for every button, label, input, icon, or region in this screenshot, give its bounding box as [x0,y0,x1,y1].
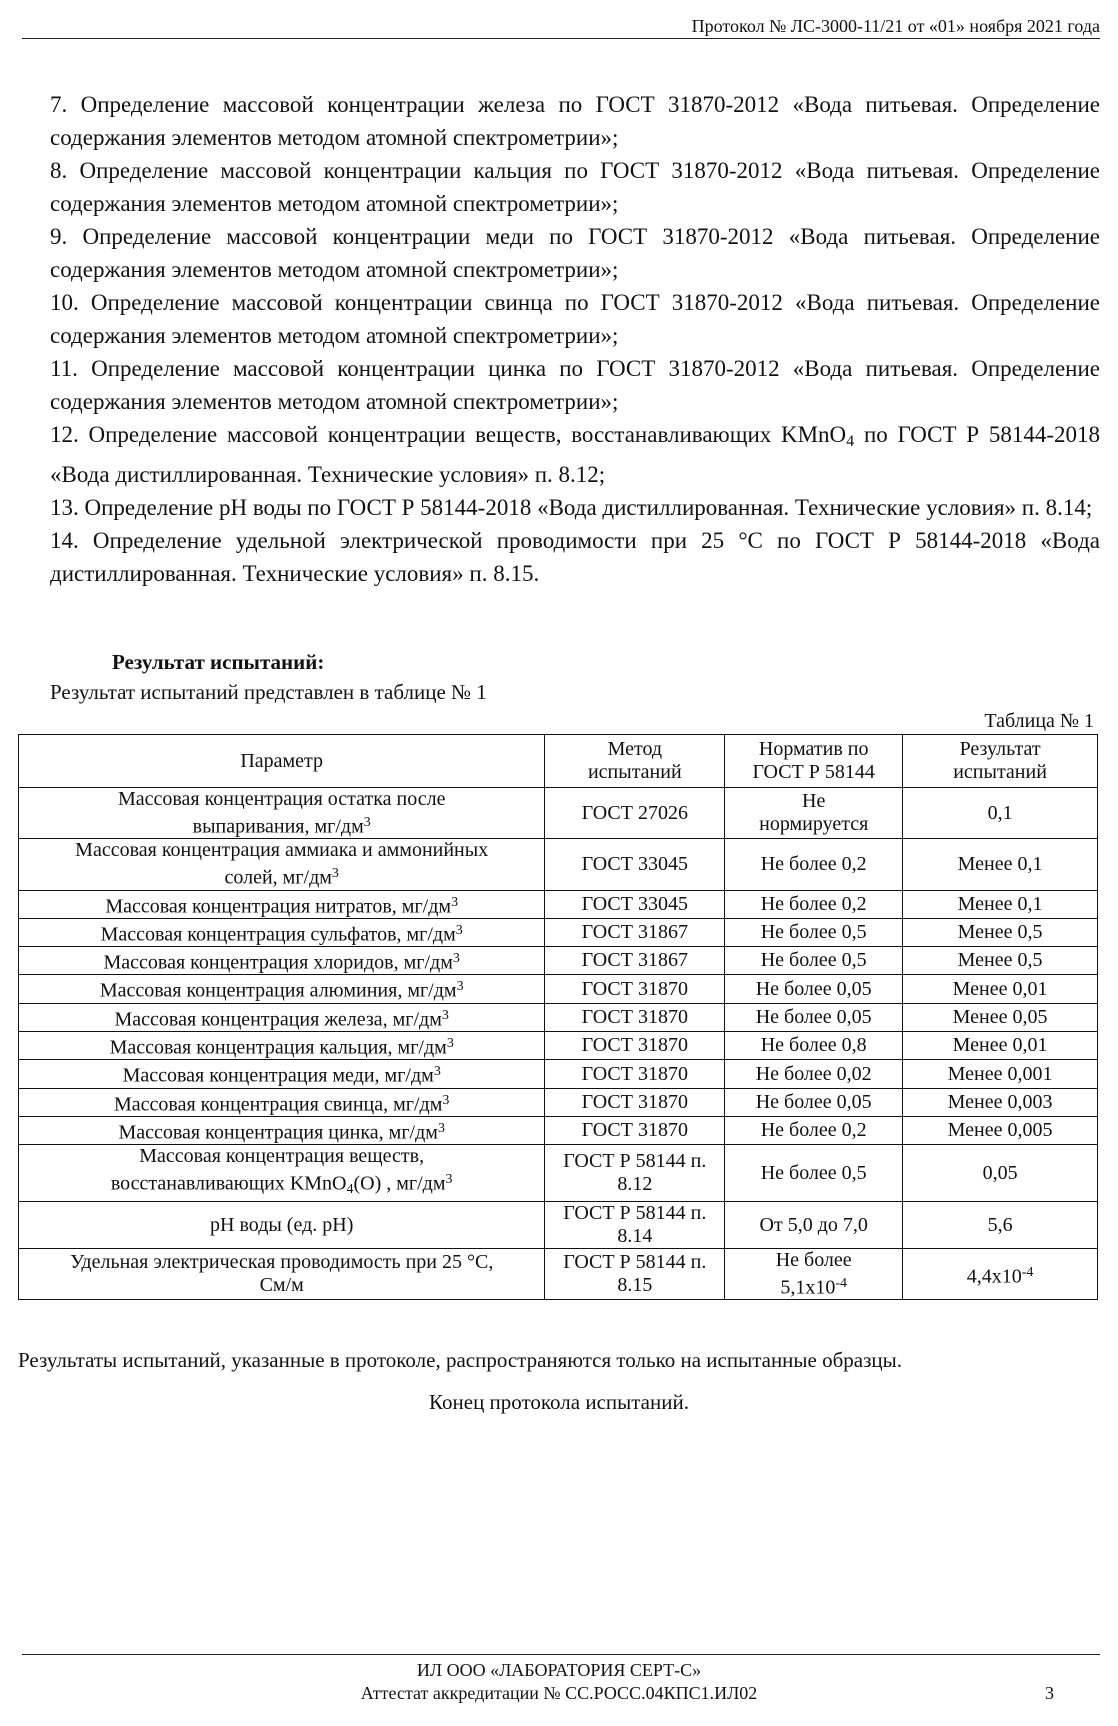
method-item-8: 8. Определение массовой концентрации кальция по ГОСТ 31870-2012 «Вода питьевая. Определение содержания элементов методом атомной спектрометрии»; [50,158,1100,216]
table-row [19,1003,1098,1031]
table-row [19,1088,1098,1116]
column-header-norm: Норматив по ГОСТ Р 58144 [725,735,903,788]
column-header-result: Результат испытаний [903,735,1098,788]
norm-cell-text: Не более 0,02 [755,1062,872,1085]
method-item-12 [50,418,1100,491]
norm-line: Не более [775,1249,852,1272]
unit-superscript: 3 [437,1120,445,1136]
result-cell-text: 0,1 [987,801,1013,824]
method-cell-text: ГОСТ 31867 [581,921,688,944]
table-row [19,947,1098,975]
norm-cell: От 5,0 до 7,0 [725,1202,903,1249]
method-cell-text: ГОСТ 33045 [581,892,688,915]
table-caption: Таблица № 1 [984,710,1094,732]
column-header-method: Метод испытаний [545,735,725,788]
parameter-cell-text: Массовая концентрация свинца, мг/дм [114,1092,443,1115]
result-cell [903,918,1098,946]
page-number: 3 [1045,1683,1054,1703]
parameter-cell [19,1060,545,1088]
unit-superscript: 3 [441,1007,449,1023]
parameter-cell-text: Массовая концентрация цинка, мг/дм [118,1121,438,1144]
norm-cell [725,1032,903,1060]
table-row [19,975,1098,1003]
parameter-cell-text: Массовая концентрация алюминия, мг/дм [99,979,457,1002]
results-scope-note: Результаты испытаний, указанные в протоколе, распространяются только на испытанные образцы. [18,1348,902,1372]
results-heading: Результат испытаний: [112,650,325,674]
methods-list [50,88,1100,590]
method-item-10: 10. Определение массовой концентрации свинца по ГОСТ 31870-2012 «Вода питьевая. Определение содержания элементов методом атомной спектрометрии»; [50,290,1100,348]
result-cell-text: Менее 0,01 [952,977,1048,1000]
method-cell-text: ГОСТ 33045 [581,852,688,875]
method-cell [545,1060,725,1088]
norm-cell: Не более 0,5 [725,1145,903,1202]
parameter-cell [19,947,545,975]
parameter-line: Массовая концентрация веществ, [139,1145,425,1168]
norm-cell [725,890,903,918]
footer-divider [22,1654,1100,1655]
method-cell [545,1088,725,1116]
footer-organization: ИЛ ООО «ЛАБОРАТОРИЯ СЕРТ-С» [416,1660,702,1680]
parameter-subscript: 4 [346,1182,354,1198]
parameter-cell-text: Массовая концентрация железа, мг/дм [114,1008,442,1031]
unit-superscript: 3 [451,894,459,910]
result-cell: 5,6 [903,1202,1098,1249]
table-row [19,890,1098,918]
result-cell-text: Менее 0,003 [947,1090,1053,1113]
result-value: 4,4x10 [966,1264,1022,1287]
norm-cell-text: Не более 0,5 [760,921,867,944]
norm-cell-text: Не более 0,2 [760,1119,867,1142]
unit-superscript: 3 [433,1064,441,1080]
parameter-cell [19,1116,545,1144]
result-cell-text: Менее 0,001 [947,1062,1053,1085]
result-cell-text: Менее 0,05 [952,1005,1048,1028]
table-row [19,788,1098,839]
norm-cell [725,839,903,890]
method-cell: ГОСТ Р 58144 п. 8.14 [545,1202,725,1249]
method-cell-text: ГОСТ 31870 [581,1005,688,1028]
result-cell [903,890,1098,918]
table-row-kmno4 [19,1145,1098,1202]
method-cell-text: ГОСТ 31870 [581,1034,688,1057]
parameter-cell [19,788,545,839]
method-cell-text: ГОСТ 31870 [581,1062,688,1085]
table-row [19,1032,1098,1060]
norm-cell [725,788,903,839]
norm-cell-text: Не более 0,8 [760,1034,867,1057]
column-header-parameter: Параметр [19,735,545,788]
method-cell [545,918,725,946]
method-cell [545,1116,725,1144]
norm-cell [725,1249,903,1300]
unit-superscript: 3 [452,951,460,967]
parameter-cell [19,975,545,1003]
result-cell-text: Менее 0,1 [957,852,1043,875]
parameter-cell: pH воды (ед. pH) [19,1202,545,1249]
norm-cell-text: Не более 0,2 [760,852,867,875]
method-item-9: 9. Определение массовой концентрации меди по ГОСТ 31870-2012 «Вода питьевая. Определение содержания элементов методом атомной спектрометрии»; [50,224,1100,282]
method-cell [545,890,725,918]
method-cell-text: ГОСТ 31870 [581,977,688,1000]
table-row-ph [19,1202,1098,1249]
results-intro: Результат испытаний представлен в таблице № 1 [50,680,487,704]
result-cell-text: Менее 0,1 [957,892,1043,915]
method-cell-text: ГОСТ 31870 [581,1090,688,1113]
unit-superscript: 3 [456,979,464,995]
result-cell [903,788,1098,839]
results-table-body [19,788,1098,1300]
result-cell-text: Менее 0,005 [947,1119,1053,1142]
method-item-14: 14. Определение удельной электрической проводимости при 25 °С по ГОСТ Р 58144-2018 «Вода дистиллированная. Технические условия» п. 8.15. [50,528,1100,587]
parameter-cell-text: Массовая концентрация меди, мг/дм [122,1064,434,1087]
table-row [19,1060,1098,1088]
parameter-cell-text: Массовая концентрация сульфатов, мг/дм [100,923,456,946]
norm-cell-text: Не более 0,5 [760,949,867,972]
result-cell-text: Менее 0,5 [957,949,1043,972]
parameter-superscript: 3 [445,1172,453,1188]
parameter-line: восстанавливающих KMnO [110,1172,347,1195]
method-item-12-text: 12. Определение массовой концентрации веществ, восстанавливающих KMnO [50,422,847,447]
norm-exponent: -4 [835,1276,848,1292]
result-cell [903,1088,1098,1116]
protocol-number: Протокол № ЛС-3000-11/21 от «01» ноября 2021 года [691,16,1100,36]
result-cell [903,975,1098,1003]
norm-cell [725,975,903,1003]
unit-superscript: 3 [331,866,339,882]
unit-superscript: 3 [446,1036,454,1052]
norm-cell [725,918,903,946]
result-cell [903,839,1098,890]
norm-cell [725,947,903,975]
result-cell [903,1060,1098,1088]
results-table [18,734,1098,1300]
parameter-cell [19,1003,545,1031]
result-exponent: -4 [1021,1264,1034,1280]
parameter-cell [19,1145,545,1202]
norm-cell-text: Не нормируется [759,790,869,836]
unit-superscript: 3 [442,1092,450,1108]
parameter-cell-text: Массовая концентрация хлоридов, мг/дм [103,951,453,974]
result-cell [903,1003,1098,1031]
norm-cell [725,1003,903,1031]
method-item-12-text-end: по ГОСТ Р 58144-2018 «Вода дистиллированная. Технические условия» п. 8.12; [50,422,1100,488]
parameter-cell [19,1088,545,1116]
table-row-conductivity [19,1249,1098,1300]
method-cell [545,1032,725,1060]
norm-cell-text: Не более 0,05 [755,1090,872,1113]
method-cell [545,788,725,839]
parameter-line-end: (O) , мг/дм [353,1172,446,1195]
result-cell-text: Менее 0,01 [952,1034,1048,1057]
result-cell-text: Менее 0,5 [957,921,1043,944]
unit-superscript: 3 [455,922,463,938]
result-cell [903,1116,1098,1144]
method-cell-text: ГОСТ 31870 [581,1119,688,1142]
end-of-protocol: Конец протокола испытаний. [429,1390,689,1414]
norm-cell [725,1116,903,1144]
norm-cell [725,1060,903,1088]
table-row [19,1116,1098,1144]
parameter-cell-text: Массовая концентрация кальция, мг/дм [109,1036,447,1059]
parameter-cell-text: Массовая концентрация нитратов, мг/дм [105,894,452,917]
method-item-13: 13. Определение pH воды по ГОСТ Р 58144-2018 «Вода дистиллированная. Технические условия» п. 8.14; [50,495,1093,521]
norm-cell-text: Не более 0,05 [755,977,872,1000]
result-cell [903,1032,1098,1060]
parameter-cell-text: Массовая концентрация аммиака и аммонийных солей, мг/дм [75,839,489,889]
unit-superscript: 3 [363,815,371,830]
method-cell [545,839,725,890]
result-cell: 0,05 [903,1145,1098,1202]
parameter-cell [19,839,545,890]
table-header-row [19,735,1098,788]
method-cell: ГОСТ Р 58144 п. 8.12 [545,1145,725,1202]
parameter-cell [19,918,545,946]
page-header [22,8,1100,39]
method-cell [545,975,725,1003]
method-cell: ГОСТ Р 58144 п. 8.15 [545,1249,725,1300]
method-cell-text: ГОСТ 27026 [581,801,688,824]
norm-value: 5,1x10 [780,1276,836,1299]
result-cell [903,1249,1098,1300]
parameter-cell [19,1032,545,1060]
method-item-7: 7. Определение массовой концентрации железа по ГОСТ 31870-2012 «Вода питьевая. Определение содержания элементов методом атомной спектрометрии»; [50,92,1100,150]
table-row [19,839,1098,890]
method-cell [545,1003,725,1031]
table-row [19,918,1098,946]
method-cell [545,947,725,975]
parameter-cell [19,890,545,918]
parameter-cell-text: Массовая концентрация остатка после выпаривания, мг/дм [117,788,446,838]
method-cell-text: ГОСТ 31867 [581,949,688,972]
norm-cell-text: Не более 0,2 [760,892,867,915]
parameter-cell: Удельная электрическая проводимость при 25 °С, См/м [19,1249,545,1300]
norm-cell [725,1088,903,1116]
method-item-11: 11. Определение массовой концентрации цинка по ГОСТ 31870-2012 «Вода питьевая. Определение содержания элементов методом атомной спектрометрии»; [50,356,1100,414]
method-item-12-subscript: 4 [846,433,855,451]
result-cell [903,947,1098,975]
footer-accreditation: Аттестат аккредитации № СС.РОСС.04КПС1.ИЛ02 [360,1683,758,1703]
norm-cell-text: Не более 0,05 [755,1005,872,1028]
